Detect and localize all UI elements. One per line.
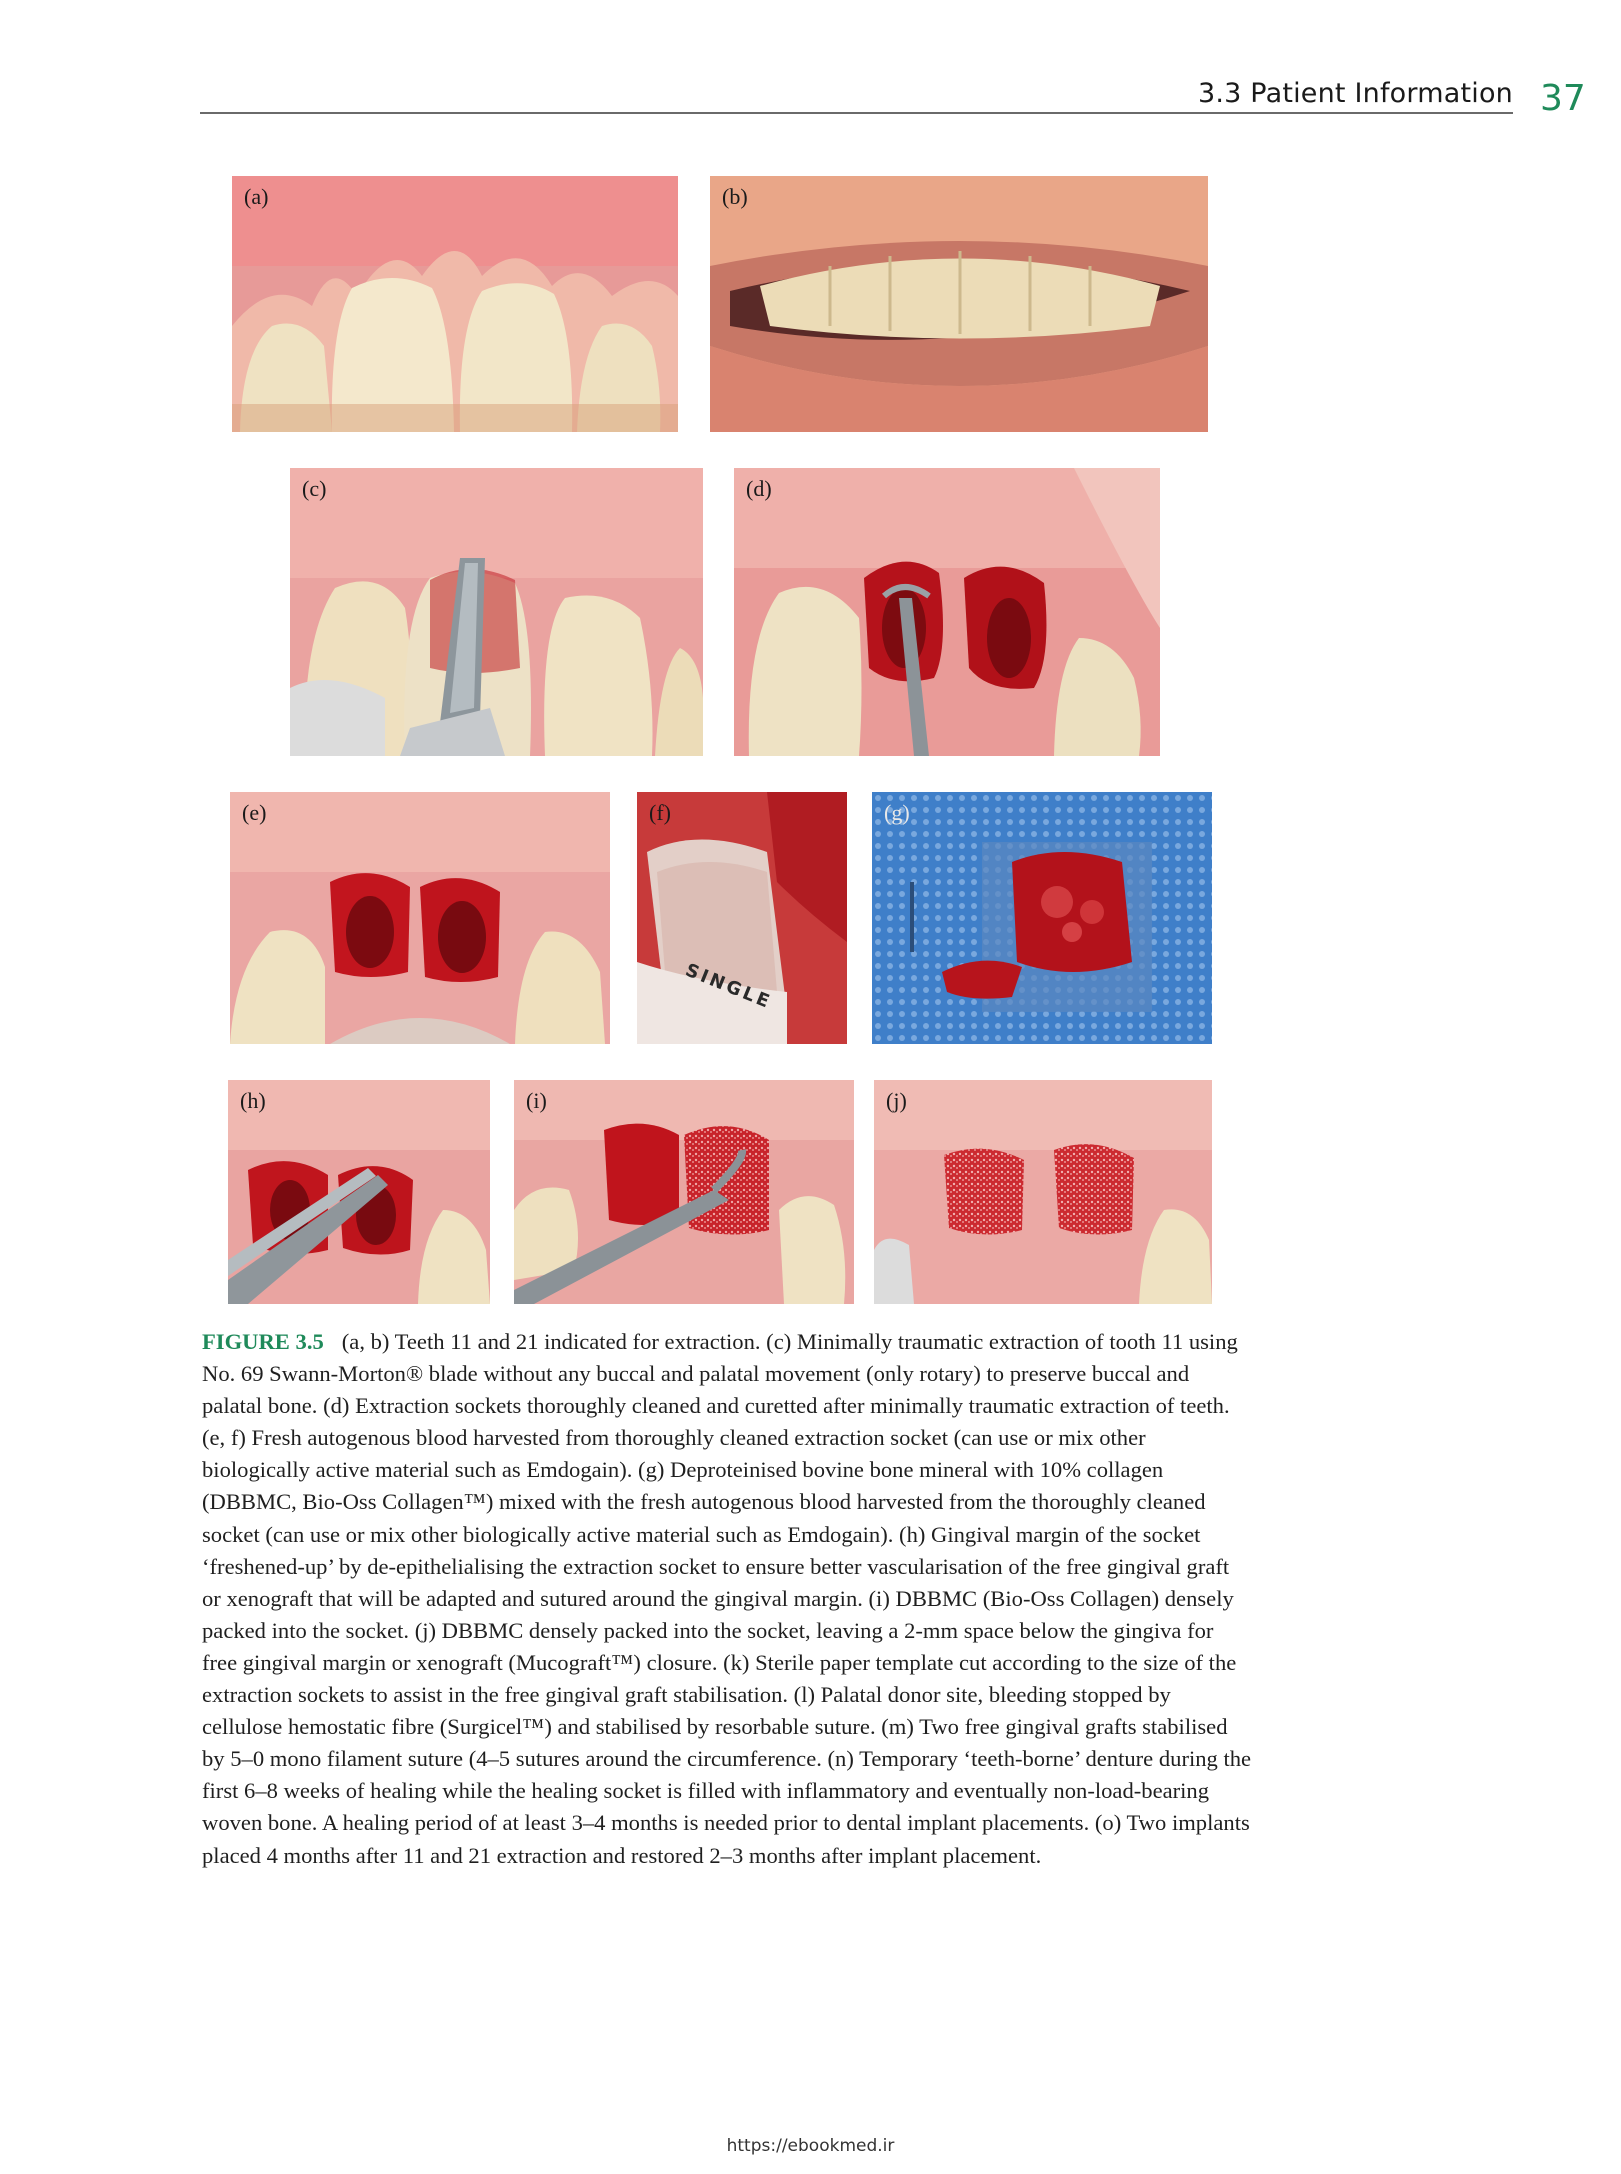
photo-i-image (514, 1080, 854, 1304)
running-head: 3.3 Patient Information (1197, 78, 1513, 109)
photo-panel-i (514, 1080, 854, 1304)
photo-j-image (874, 1080, 1212, 1304)
product-text: SINGLE (682, 959, 775, 1014)
photo-h-image (228, 1080, 490, 1304)
photo-g-image (872, 792, 1212, 1044)
panel-label-f: (f) (649, 800, 671, 825)
photo-b-image (710, 176, 1208, 432)
header-rule (200, 112, 1513, 114)
photo-panel-c (290, 468, 703, 756)
figure-caption-text: (a, b) Teeth 11 and 21 indicated for extraction. (c) Minimally traumatic extraction of tooth 11 using No. 69 Swann-Morton® blade without any buccal and palatal movement (only rotary) to preserve buccal and palatal bone. (d) Extraction sockets thoroughly cleaned and curetted after minimally traumatic extraction of teeth. (e, f) Fresh autogenous blood harvested from thoroughly cleaned extraction socket (can use or mix other biologically active material such as Emdogain). (g) Deproteinised bovine bone mineral with 10% collagen (DBBMC, Bio-Oss Collagen™) mixed with the fresh autogenous blood harvested from the thoroughly cleaned socket (can use or mix other biologically active material such as Emdogain). (h) Gingival margin of the socket ‘freshened-up’ by de-epithelialising the extraction socket to ensure better vascularisation of the free gingival graft or xenograft that will be adapted and sutured around the gingival margin. (i) DBBMC (Bio-Oss Collagen) densely packed into the socket. (j) DBBMC densely packed into the socket, leaving a 2-mm space below the gingiva for free gingival margin or xenograft (Mucograft™) closure. (k) Sterile paper template cut according to the size of the extraction sockets to assist in the free gingival graft stabilisation. (l) Palatal donor site, bleeding stopped by cellulose hemostatic fibre (Surgicel™) and stabilised by resorbable suture. (m) Two free gingival grafts stabilised by 5–0 mono filament suture (4–5 sutures around the circumference. (n) Temporary ‘teeth-borne’ denture during the first 6–8 weeks of healing while the healing socket is filled with inflammatory and eventually non-load-bearing woven bone. A healing period of at least 3–4 months is needed prior to dental implant placements. (o) Two implants placed 4 months after 11 and 21 extraction and restored 2–3 months after implant placement. (202, 1329, 1252, 1868)
photo-a-image (232, 176, 678, 432)
photo-panel-b (710, 176, 1208, 432)
panel-label-b: (b) (722, 184, 748, 209)
photo-panel-j (874, 1080, 1212, 1304)
panel-label-e: (e) (242, 800, 267, 825)
photo-panel-a (232, 176, 678, 432)
photo-panel-d (734, 468, 1160, 756)
panel-label-c: (c) (302, 476, 327, 501)
panel-label-a: (a) (244, 184, 269, 209)
panel-label-d: (d) (746, 476, 772, 501)
footer-url[interactable]: https://ebookmed.ir (726, 2136, 895, 2156)
panel-label-h: (h) (240, 1088, 266, 1113)
photo-panel-f (637, 792, 847, 1044)
photo-d-image (734, 468, 1160, 756)
photo-f-image (637, 792, 847, 1044)
figure-caption (202, 1326, 1252, 1872)
panel-label-i: (i) (526, 1088, 547, 1113)
page-number: 37 (1540, 78, 1586, 119)
photo-e-image (230, 792, 610, 1044)
panel-label-j: (j) (886, 1088, 907, 1113)
photo-panel-h (228, 1080, 490, 1304)
photo-panel-e (230, 792, 610, 1044)
photo-panel-g (872, 792, 1212, 1044)
figure-label: FIGURE 3.5 (202, 1329, 324, 1354)
panel-label-g: (g) (884, 800, 910, 825)
photo-c-image (290, 468, 703, 756)
